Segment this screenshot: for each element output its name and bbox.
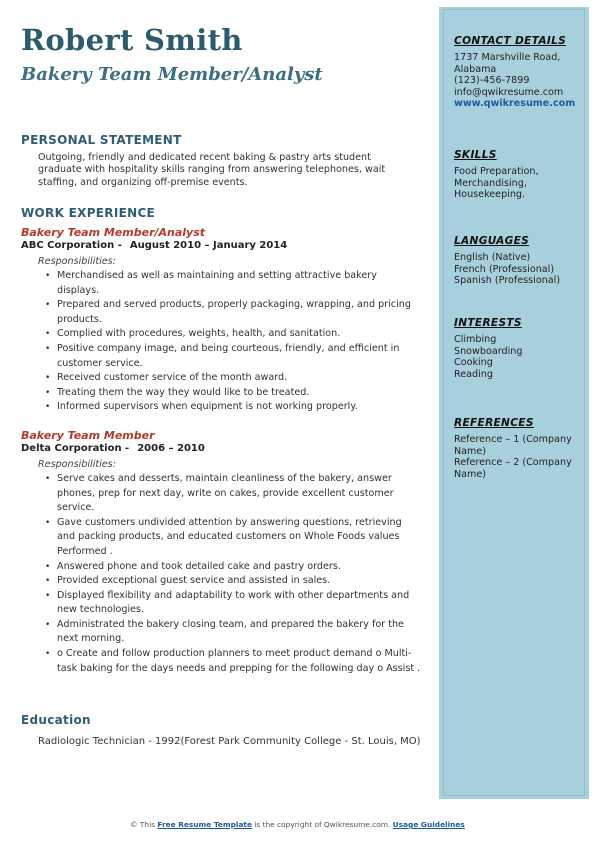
list-item: • Prepared and served products, properly packaging, wrapping, and pricing products. (43, 298, 421, 327)
free-resume-template-link[interactable]: Free Resume Template (157, 820, 252, 829)
list-item: Climbing (454, 334, 497, 345)
list-item: • Provided exceptional guest service and assisted in sales. (43, 574, 421, 589)
footer (0, 820, 595, 829)
references-heading: REFERENCES (454, 417, 534, 429)
email-address[interactable]: info@qwikresume.com (454, 86, 564, 98)
interests-section (454, 316, 580, 380)
list-item: • Treating them the way they would like to be treated. (43, 386, 421, 401)
list-item: • Merchandised as well as maintaining and setting attractive bakery displays. (43, 269, 421, 298)
education-section (21, 712, 421, 748)
list-item: Snowboarding (454, 345, 523, 357)
list-item: French (Professional) (454, 263, 555, 275)
list-item: • Gave customers undivided attention by answering questions, retrieving and packing products, and educated customers on Whole Foods values Performed . (43, 516, 421, 560)
responsibilities-list (21, 269, 421, 415)
references-section (454, 416, 580, 480)
languages-list (454, 252, 580, 287)
job-title: Bakery Team Member (21, 428, 155, 442)
footer-copyright: is the copyright of Qwikresume.com. (254, 820, 391, 829)
skills-text: Food Preparation, Merchandising, Housekeeping. (454, 166, 539, 201)
job-company: Delta Corporation - (21, 442, 130, 454)
skills-section (454, 148, 580, 201)
job-entry (21, 226, 421, 415)
address-line: 1737 Marshville Road, (454, 52, 561, 63)
responsibilities-label: Responsibilities: (38, 256, 116, 267)
candidate-name: Robert Smith (21, 23, 243, 57)
job-title: Bakery Team Member/Analyst (21, 226, 206, 239)
personal-statement-section (21, 132, 421, 189)
job-entry (21, 429, 421, 676)
list-item: • Received customer service of the month award. (43, 371, 421, 386)
interests-list (454, 334, 580, 380)
job-company: ABC Corporation - (21, 240, 122, 251)
list-item: • Informed supervisors when equipment is not working properly. (43, 400, 421, 415)
work-experience-section (21, 205, 421, 676)
education-heading: Education (21, 713, 91, 727)
list-item: Reference – 2 (Company Name) (454, 457, 572, 480)
work-experience-heading: WORK EXPERIENCE (21, 206, 156, 220)
list-item: Spanish (Professional) (454, 275, 561, 287)
job-dates: August 2010 – January 2014 (129, 240, 288, 251)
interests-heading: INTERESTS (454, 317, 522, 329)
job-dates: 2006 – 2010 (137, 442, 205, 454)
list-item: Reading (454, 368, 493, 380)
contact-details (454, 52, 580, 110)
list-item: • Administrated the bakery closing team, and prepared the bakery for the next morning. (43, 618, 421, 647)
website-link[interactable]: www.qwikresume.com (454, 98, 576, 110)
sidebar (439, 7, 589, 799)
responsibilities-list (21, 472, 421, 676)
education-text: Radiologic Technician - 1992(Forest Park Community College - St. Louis, MO) (38, 736, 421, 747)
resume-header (21, 22, 421, 88)
candidate-title: Bakery Team Member/Analyst (21, 64, 323, 85)
list-item: • Positive company image, and being courteous, friendly, and efficient in customer service. (43, 342, 421, 371)
sidebar-panel (443, 9, 585, 796)
job-company-line (21, 239, 421, 252)
usage-guidelines-link[interactable]: Usage Guidelines (392, 820, 465, 829)
list-item: English (Native) (454, 252, 531, 263)
list-item: Cooking (454, 357, 493, 369)
personal-statement-text: Outgoing, friendly and dedicated recent baking & pastry arts student graduate with hospitality skills ranging from answering telephones, wait staffing, and organizing off-premise events. (38, 152, 386, 188)
contact-section (454, 34, 580, 110)
skills-heading: SKILLS (454, 149, 497, 161)
personal-statement-heading: PERSONAL STATEMENT (21, 133, 182, 147)
references-list (454, 434, 580, 480)
list-item: • Serve cakes and desserts, maintain cleanliness of the bakery, answer phones, prep for next day, write on cakes, provide excellent customer service. (43, 472, 421, 516)
list-item: • Displayed flexibility and adaptability to work with other departments and new technologies. (43, 589, 421, 618)
phone-number: (123)-456-7899 (454, 75, 530, 87)
list-item: • Answered phone and took detailed cake and pastry orders. (43, 560, 421, 575)
contact-heading: CONTACT DETAILS (454, 35, 567, 47)
list-item: • Complied with procedures, weights, health, and sanitation. (43, 327, 421, 342)
responsibilities-label: Responsibilities: (38, 458, 116, 470)
list-item: Reference – 1 (Company Name) (454, 434, 572, 457)
job-company-line (21, 442, 421, 455)
footer-prefix: © This (130, 820, 156, 829)
languages-heading: LANGUAGES (454, 235, 530, 247)
address-line: Alabama (454, 63, 497, 75)
list-item: • o Create and follow production planners to meet product demand o Multi-task baking for the days needs and prepping for the following day o Assist . (43, 647, 421, 676)
languages-section (454, 234, 580, 287)
